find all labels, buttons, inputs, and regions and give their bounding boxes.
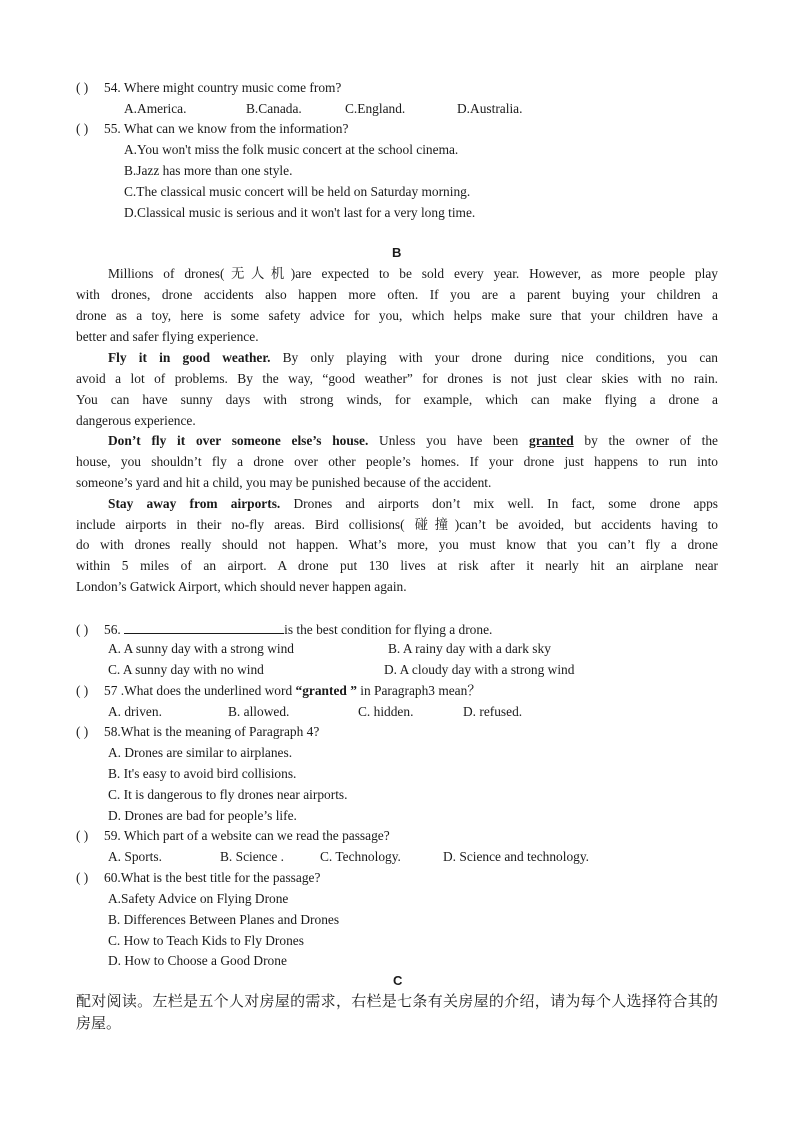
- passage-line: drone as a toy, here is some safety advice for you, which helps make sure that your children have a: [76, 308, 718, 323]
- answer-bracket: ( ): [76, 828, 89, 843]
- passage-text: by the owner of the: [573, 433, 718, 448]
- paragraph-heading: Stay away from airports.: [108, 496, 281, 511]
- answer-bracket: ( ): [76, 121, 89, 136]
- answer-bracket: ( ): [76, 622, 89, 637]
- question-stem: 59. Which part of a website can we read the passage?: [104, 828, 390, 843]
- passage-line: with drones, drone accidents also happen more often. If you are a parent buying your children a: [76, 287, 718, 302]
- question-stem: 55. What can we know from the information?: [104, 121, 349, 136]
- passage-text: By only playing with your drone during nice conditions, you can: [270, 350, 718, 365]
- passage-line: house, you shouldn’t fly a drone over other people’s homes. If your drone just happens to run into: [76, 454, 718, 469]
- option-d: D.Australia.: [457, 101, 523, 116]
- question-58: [76, 724, 319, 740]
- quoted-word: “granted ”: [295, 683, 357, 698]
- question-57: [76, 683, 481, 699]
- question-stem: 58.What is the meaning of Paragraph 4?: [104, 724, 320, 739]
- option-c: C. It is dangerous to fly drones near airports.: [108, 787, 348, 802]
- question-stem: in Paragraph3 mean？: [356, 683, 481, 698]
- option-a: A. A sunny day with a strong wind: [108, 641, 294, 656]
- option-d: D. Science and technology.: [443, 849, 590, 864]
- question-stem: 54. Where might country music come from?: [104, 80, 342, 95]
- passage-line: London’s Gatwick Airport, which should never happen again.: [76, 579, 407, 594]
- option-d: D. A cloudy day with a strong wind: [384, 662, 575, 677]
- question-56: [76, 621, 492, 638]
- fill-in-blank[interactable]: [124, 621, 284, 634]
- option-b: B. Science .: [220, 849, 284, 864]
- passage-line: do with drones really should not happen. What’s more, you must know that you can’t fly a drone: [76, 537, 718, 552]
- option-b: B. allowed.: [228, 704, 290, 719]
- passage-line: [76, 433, 718, 449]
- question-59: [76, 828, 390, 844]
- answer-bracket: ( ): [76, 724, 89, 739]
- question-stem: 57 .What does the underlined word: [104, 683, 296, 698]
- option-d: D. How to Choose a Good Drone: [108, 953, 287, 968]
- paragraph-heading: Fly it in good weather.: [108, 350, 271, 365]
- option-a: A.Safety Advice on Flying Drone: [108, 891, 289, 906]
- passage-line: better and safer flying experience.: [76, 329, 259, 344]
- option-b: B. A rainy day with a dark sky: [388, 641, 551, 656]
- passage-line: Millions of drones(无人机)are expected to be sold every year. However, as more people play: [108, 266, 718, 281]
- option-a: A. driven.: [108, 704, 162, 719]
- option-a: A. Drones are similar to airplanes.: [108, 745, 293, 760]
- question-stem: is the best condition for flying a drone.: [284, 622, 493, 637]
- option-c: C. hidden.: [358, 704, 414, 719]
- question-number: 56.: [104, 622, 121, 637]
- passage-line: You can have sunny days with strong winds, for example, which can make flying a drone a: [76, 392, 718, 407]
- option-c: C. How to Teach Kids to Fly Drones: [108, 933, 304, 948]
- option-c: C. A sunny day with no wind: [108, 662, 264, 677]
- option-b: B.Jazz has more than one style.: [124, 163, 293, 178]
- answer-bracket: ( ): [76, 683, 89, 698]
- answer-bracket: ( ): [76, 870, 89, 885]
- option-c: C.The classical music concert will be held on Saturday morning.: [124, 184, 471, 199]
- passage-line: someone’s yard and hit a child, you may be punished because of the accident.: [76, 475, 492, 490]
- option-d: D. refused.: [463, 704, 523, 719]
- option-a: A. Sports.: [108, 849, 162, 864]
- option-b: B.Canada.: [246, 101, 302, 116]
- answer-bracket: ( ): [76, 80, 89, 95]
- passage-text: Unless you have been: [368, 433, 530, 448]
- option-b: B. Differences Between Planes and Drones: [108, 912, 340, 927]
- passage-text: Drones and airports don’t mix well. In fact, some drone apps: [280, 496, 718, 511]
- section-c-instruction: 配对阅读。左栏是五个人对房屋的需求，右栏是七条有关房屋的介绍，请为每个人选择符合其的房屋。: [76, 992, 718, 1032]
- question-55: [76, 121, 348, 137]
- passage-line: include airports in their no-fly areas. Bird collisions( 碰撞)can’t be avoided, but accidents having to: [76, 517, 718, 532]
- option-a: A.You won't miss the folk music concert at the school cinema.: [124, 142, 459, 157]
- option-c: C.England.: [345, 101, 406, 116]
- option-b: B. It's easy to avoid bird collisions.: [108, 766, 297, 781]
- section-heading-c: C: [393, 973, 403, 988]
- question-54: [76, 80, 341, 96]
- option-a: A.America.: [124, 101, 187, 116]
- question-stem: 60.What is the best title for the passage?: [104, 870, 321, 885]
- paragraph-heading: Don’t fly it over someone else’s house.: [108, 433, 369, 448]
- passage-line: dangerous experience.: [76, 413, 196, 428]
- underlined-word: granted: [529, 433, 574, 448]
- section-heading-b: B: [392, 245, 402, 260]
- option-d: D.Classical music is serious and it won't last for a very long time.: [124, 205, 476, 220]
- passage-line: within 5 miles of an airport. A drone put 130 lives at risk after it nearly hit an airplane near: [76, 558, 718, 573]
- passage-line: [76, 350, 718, 366]
- option-c: C. Technology.: [320, 849, 401, 864]
- option-d: D. Drones are bad for people’s life.: [108, 808, 297, 823]
- question-60: [76, 870, 320, 886]
- passage-line: [76, 496, 718, 512]
- passage-line: avoid a lot of problems. By the way, “good weather” for drones is not just clear skies with no rain.: [76, 371, 718, 386]
